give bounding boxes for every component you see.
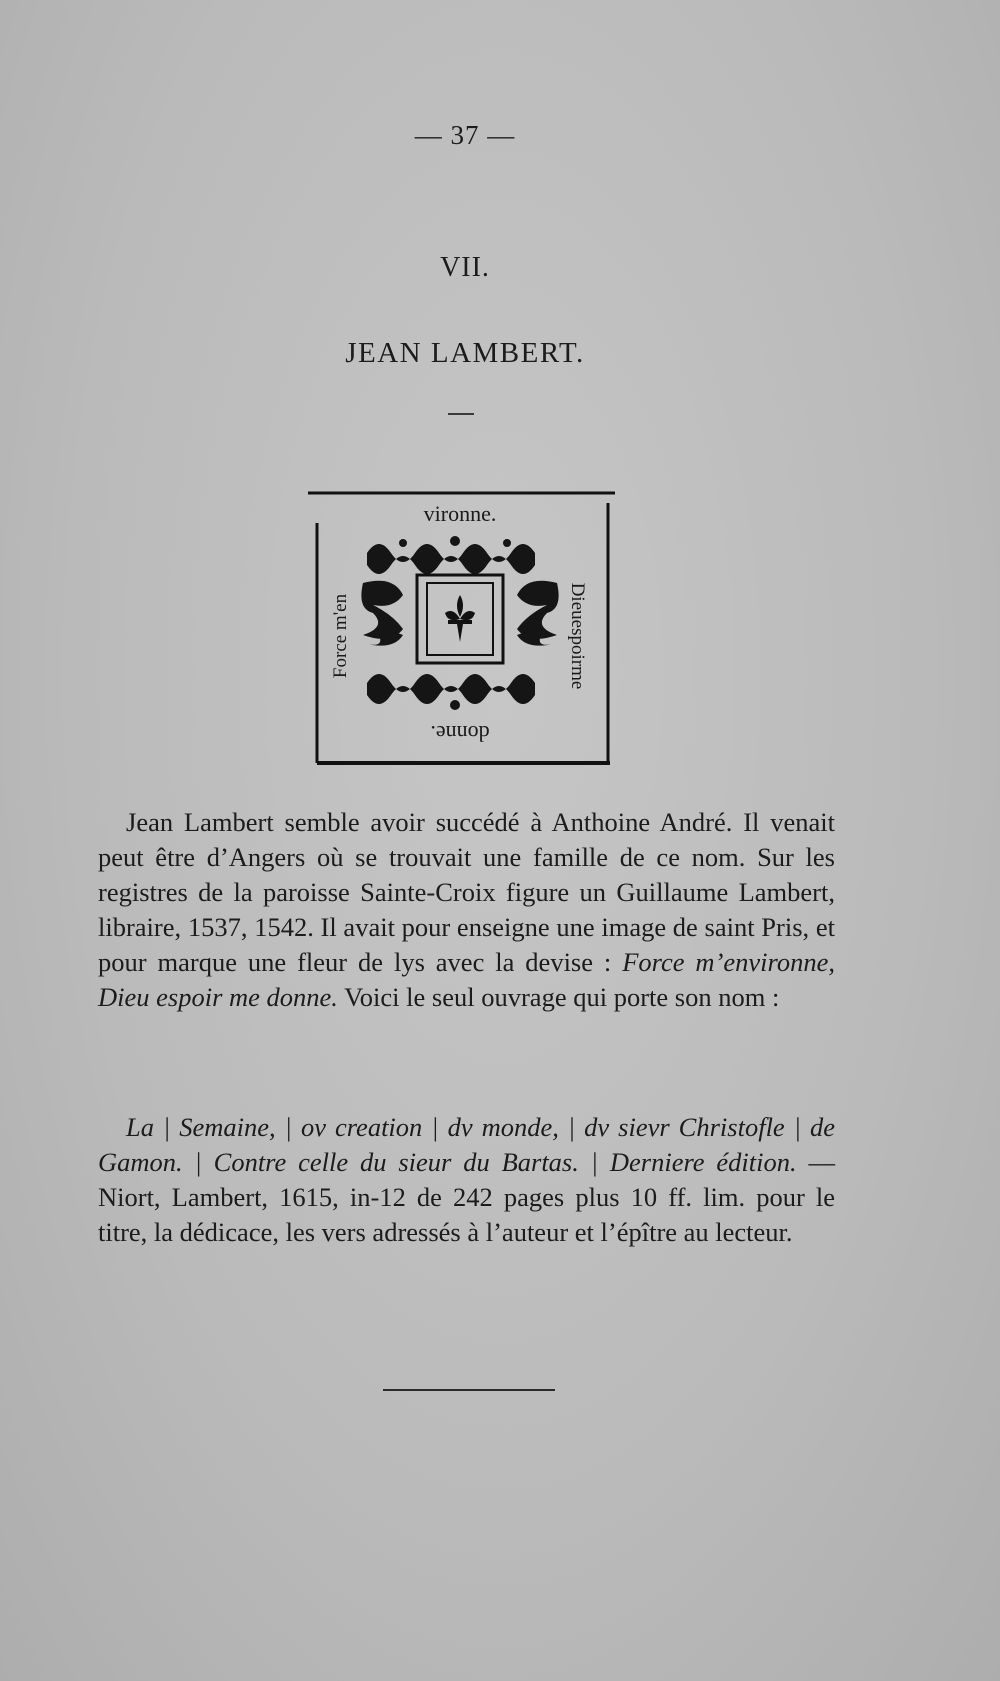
paragraph-end: Voici le seul ouvrage qui porte son nom : [337, 982, 780, 1012]
printer-mark-top-text: vironne. [423, 501, 497, 526]
citation-details: — Niort, Lambert, 1615, in-12 de 242 pages plus 10 ff. lim. pour le titre, la dédicace, les vers adressés à l’auteur et l’épître au lecteur. [98, 1147, 835, 1247]
printer-mark-left-text: Force m'en [330, 593, 351, 679]
printer-motto: Force m’environne, Dieu espoir me donne. [98, 947, 835, 1012]
page-number: — 37 — [414, 120, 516, 150]
bibliographic-citation [98, 1110, 835, 1250]
printer-mark-right-text: Dieuespoirme [567, 582, 588, 690]
section-number: VII. [440, 252, 490, 283]
chapter-title: JEAN LAMBERT. [345, 337, 585, 369]
paragraph-intro: Jean Lambert semble avoir succédé à Anthoine André. Il venait peut être d’Angers où se trouvait une famille de ce nom. Sur les registres de la paroisse Sainte-Croix figure un Guillaume Lambert, libraire, 1537, 1542. Il avait pour enseigne une image de saint Pris, et pour marque une fleur de lys avec la devise : [98, 807, 835, 977]
printer-mark-bottom-text: donne. [430, 721, 490, 746]
citation-entry [98, 1110, 835, 1250]
end-rule [383, 1389, 555, 1391]
citation-title: La | Semaine, | ov creation | dv monde, | dv sievr Christofle | de Gamon. | Contre celle du sieur du Bartas. | Derniere édition. [98, 1112, 835, 1177]
printer-mark-illustration [305, 483, 615, 768]
title-separator [448, 413, 474, 415]
body-paragraph [98, 805, 835, 1015]
paragraph-jean-lambert [98, 805, 835, 1015]
